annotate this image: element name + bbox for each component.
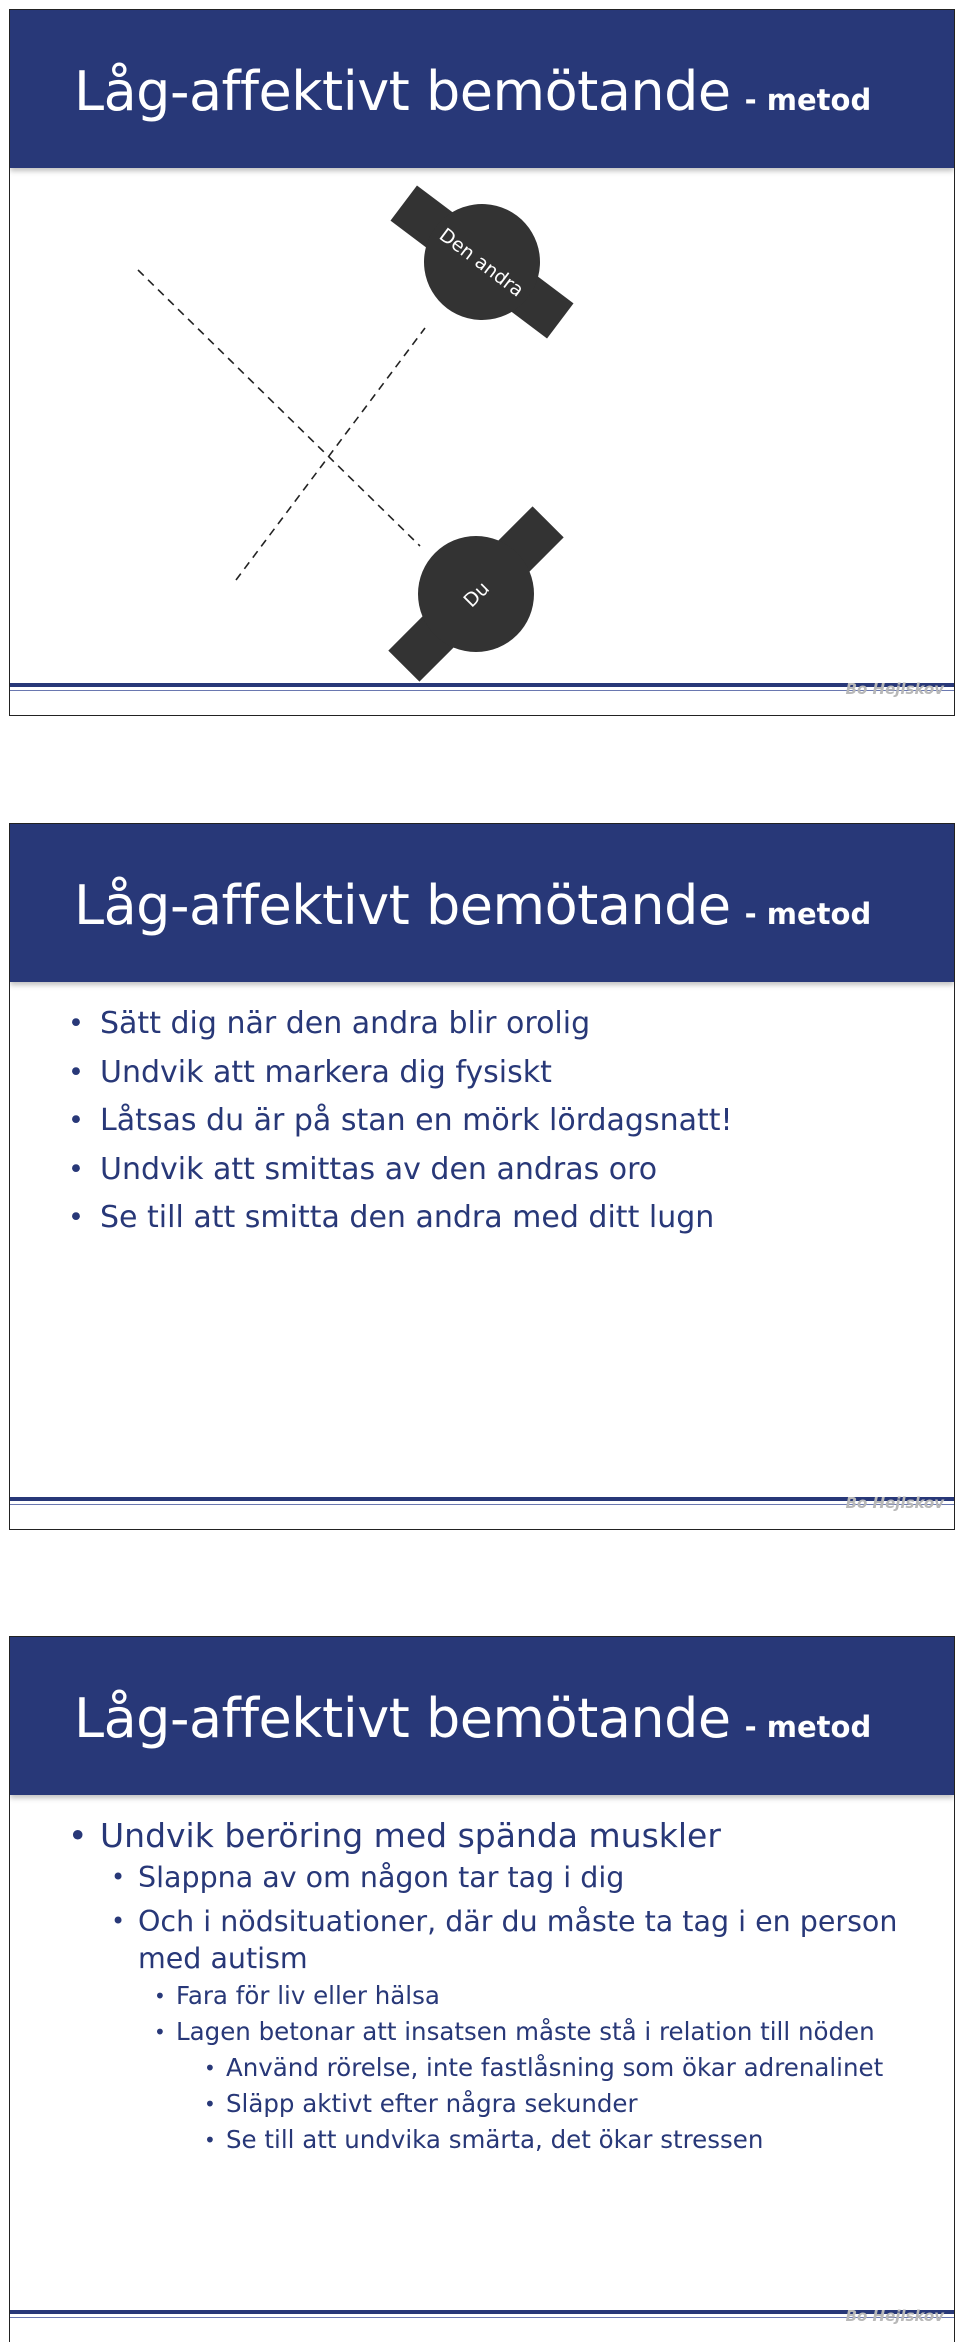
slide-1 xyxy=(9,9,955,716)
level-4-bullet-item: • Se till att undvika smärta, det ökar stressen xyxy=(226,2122,940,2158)
title-main: Låg-affektivt bemötande xyxy=(74,874,731,937)
bullet-list xyxy=(100,1813,940,2165)
level-4-bullet-list xyxy=(226,2050,940,2158)
sub-bullet-item: • Slappna av om någon tar tag i dig xyxy=(138,1859,940,1896)
bullet-item: • Undvik att smittas av den andras oro xyxy=(100,1146,733,1195)
bullet-item: • Sätt dig när den andra blir orolig xyxy=(100,1000,733,1049)
dashed-line-from-top-left xyxy=(138,270,420,546)
person-other-label: Den andra xyxy=(435,224,528,302)
signature: Bo Hejlskov xyxy=(845,2307,944,2325)
person-you-label: Du xyxy=(459,577,494,612)
footer-line xyxy=(10,2310,954,2314)
title-main: Låg-affektivt bemötande xyxy=(74,1687,731,1750)
dashed-line-from-bottom-left xyxy=(236,328,425,580)
title-subtitle: - metod xyxy=(744,83,872,117)
sub-sub-bullet-item xyxy=(176,2014,940,2158)
level-4-bullet-item: • Använd rörelse, inte fastlåsning som ökar adrenalinet xyxy=(226,2050,940,2086)
sub-bullet-list xyxy=(138,1859,940,2158)
sub-bullet-item xyxy=(138,1903,940,2158)
slide-title xyxy=(74,1687,871,1750)
person-you-figure xyxy=(363,481,589,707)
bullet-item: • Låtsas du är på stan en mörk lördagsnatt! xyxy=(100,1097,733,1146)
footer-line xyxy=(10,1497,954,1501)
footer-line-thin xyxy=(10,1504,954,1505)
title-main: Låg-affektivt bemötande xyxy=(74,60,731,123)
footer-line xyxy=(10,683,954,687)
signature: Bo Hejlskov xyxy=(845,1494,944,1512)
person-other-figure xyxy=(369,157,595,368)
slide-3 xyxy=(9,1636,955,2342)
sub-sub-bullet-list xyxy=(176,1978,940,2158)
level-4-bullet-item: • Släpp aktivt efter några sekunder xyxy=(226,2086,940,2122)
sub-bullet-text: Och i nödsituationer, där du måste ta tag i en person med autism xyxy=(138,1905,898,1975)
positioning-diagram xyxy=(10,10,955,716)
slide-2 xyxy=(9,823,955,1530)
bullet-list xyxy=(100,1000,733,1243)
sub-sub-bullet-text: Lagen betonar att insatsen måste stå i relation till nöden xyxy=(176,2017,875,2046)
bullet-item-main xyxy=(100,1813,940,2158)
title-subtitle: - metod xyxy=(744,897,872,931)
footer-line-thin xyxy=(10,690,954,691)
sub-sub-bullet-item: • Fara för liv eller hälsa xyxy=(176,1978,940,2014)
title-subtitle: - metod xyxy=(744,1710,872,1744)
bullet-item: • Se till att smitta den andra med ditt lugn xyxy=(100,1194,733,1243)
slide-title xyxy=(74,874,871,937)
bullet-item: • Undvik att markera dig fysiskt xyxy=(100,1049,733,1098)
footer-line-thin xyxy=(10,2317,954,2318)
signature: Bo Hejlskov xyxy=(845,680,944,698)
bullet-main-text: Undvik beröring med spända muskler xyxy=(100,1816,721,1855)
